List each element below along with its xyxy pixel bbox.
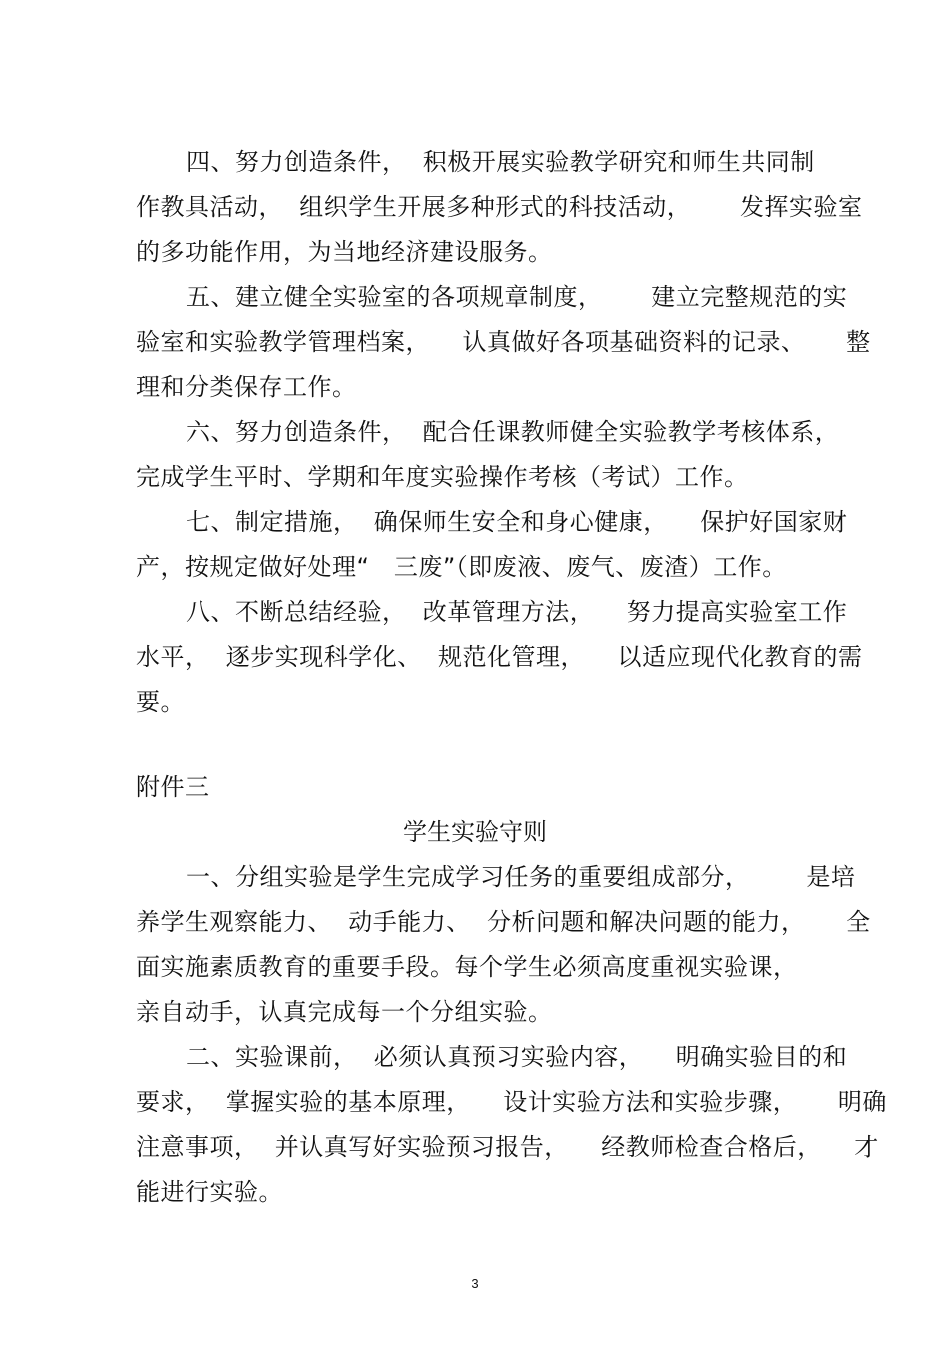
paragraph-line: 亲自动手，认真完成每一个分组实验。 [136,998,553,1026]
paragraph-line: 一、分组实验是学生完成学习任务的重要组成部分， 是培 [186,863,856,891]
paragraph-line: 理和分类保存工作。 [136,373,357,401]
paragraph-line: 面实施素质教育的重要手段。每个学生必须高度重视实验课， [136,953,798,981]
paragraph-line: 注意事项， 并认真写好实验预习报告， 经教师检查合格后， 才 [136,1133,879,1161]
page-number: 3 [471,1276,479,1291]
paragraph-line: 二、实验课前， 必须认真预习实验内容， 明确实验目的和 [186,1043,848,1071]
paragraph-line: 水平， 逐步实现科学化、 规范化管理， 以适应现代化教育的需 [136,643,863,671]
paragraph-line: 养学生观察能力、 动手能力、 分析问题和解决问题的能力， 全 [136,908,871,936]
paragraph-line: 验室和实验教学管理档案， 认真做好各项基础资料的记录、 整 [136,328,871,356]
paragraph-line: 完成学生平时、学期和年度实验操作考核（考试）工作。 [136,463,749,491]
paragraph-line: 五、建立健全实验室的各项规章制度， 建立完整规范的实 [186,283,848,311]
paragraph-line: 产，按规定做好处理“ 三废”（即废液、废气、废渣）工作。 [136,553,787,581]
paragraph-line: 要求， 掌握实验的基本原理， 设计实验方法和实验步骤， 明确 [136,1088,887,1116]
paragraph-line: 要。 [136,688,185,716]
paragraph-line: 能进行实验。 [136,1178,283,1206]
paragraph-line: 八、不断总结经验， 改革管理方法， 努力提高实验室工作 [186,598,848,626]
paragraph-line: 四、努力创造条件， 积极开展实验教学研究和师生共同制 [186,148,815,176]
paragraph-line: 六、努力创造条件， 配合任课教师健全实验教学考核体系， [186,418,840,446]
rules-title: 学生实验守则 [403,818,547,846]
attachment-label: 附件三 [136,773,210,801]
paragraph-line: 的多功能作用，为当地经济建设服务。 [136,238,553,266]
paragraph-line: 作教具活动， 组织学生开展多种形式的科技活动， 发挥实验室 [136,193,863,221]
paragraph-line: 七、制定措施， 确保师生安全和身心健康， 保护好国家财 [186,508,848,536]
